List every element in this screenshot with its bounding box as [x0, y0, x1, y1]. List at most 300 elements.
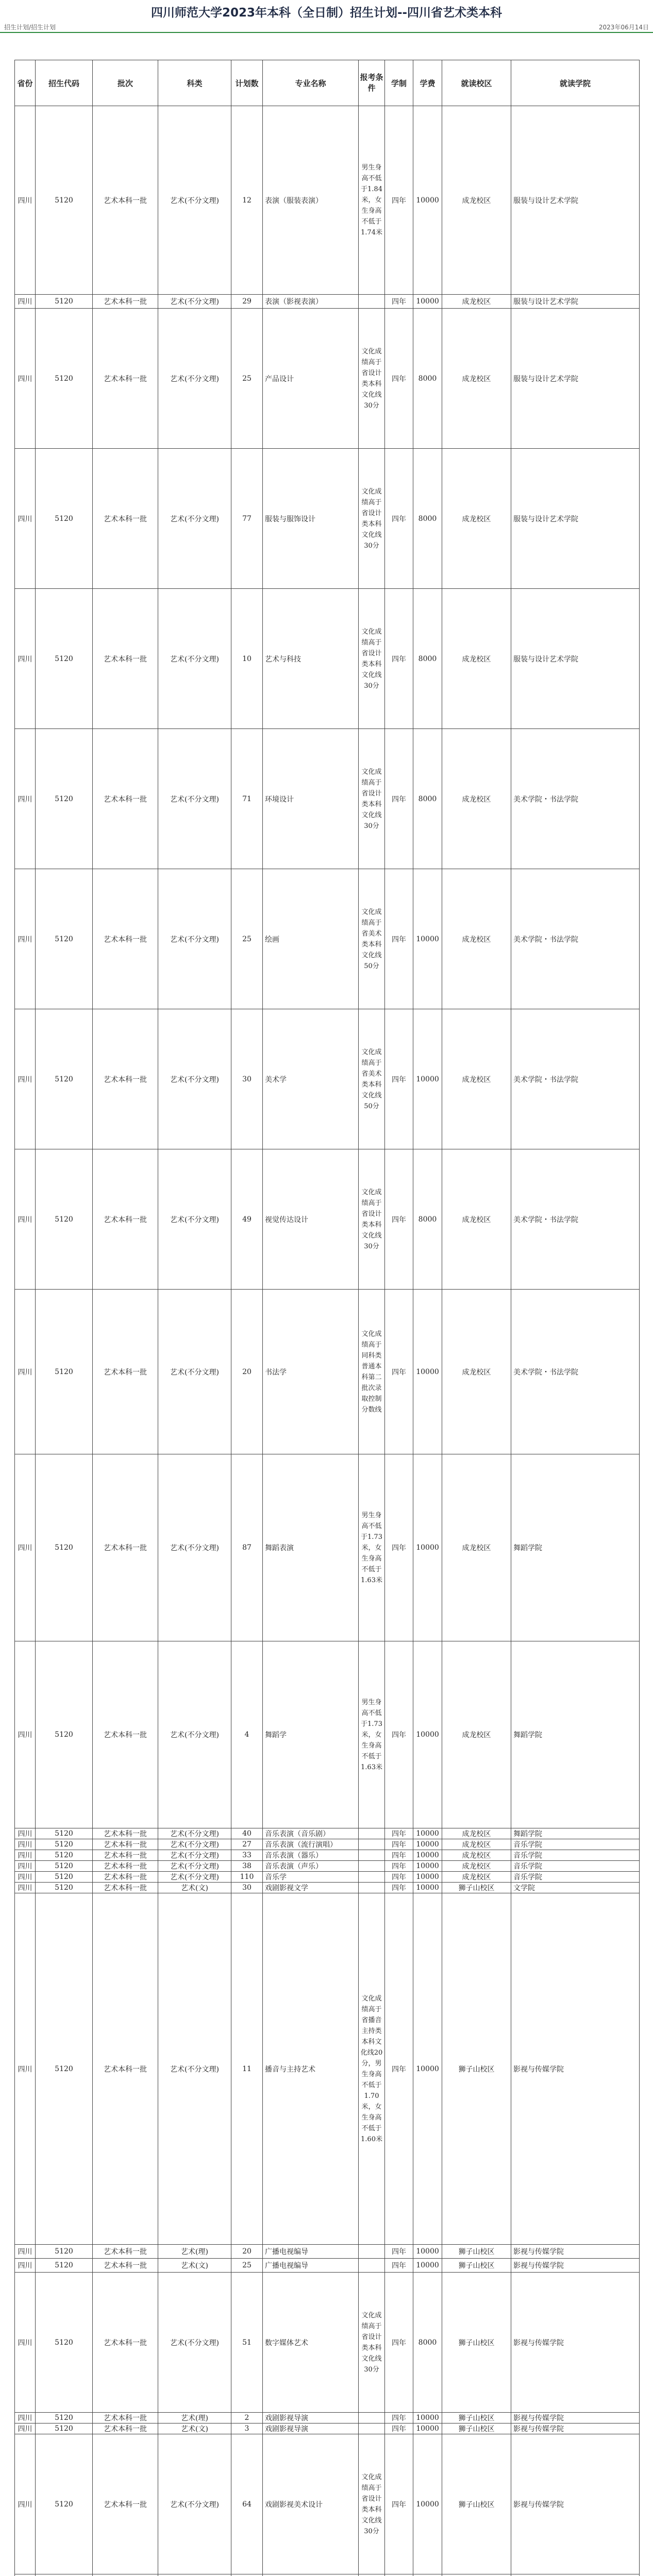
header-province: 省份 [15, 60, 36, 106]
cell-batch: 艺术本科一批 [93, 2413, 158, 2424]
cell-years: 四年 [385, 2424, 413, 2434]
cell-batch: 艺术本科一批 [93, 1828, 158, 1839]
cell-major: 书法学 [263, 1290, 359, 1454]
cell-fee: 10000 [413, 1861, 442, 1872]
cell-college: 音乐学院 [511, 1861, 640, 1872]
cell-category: 艺术(不分文理) [158, 1872, 231, 1883]
cell-fee: 10000 [413, 2245, 442, 2259]
cell-category: 艺术(不分文理) [158, 1850, 231, 1861]
cell-batch: 艺术本科一批 [93, 1290, 158, 1454]
table-row [15, 2245, 640, 2259]
cell-fee: 8000 [413, 589, 442, 729]
cell-years: 四年 [385, 106, 413, 295]
cell-province: 四川 [15, 589, 36, 729]
cell-years: 四年 [385, 589, 413, 729]
cell-requirement: 文化成绩高于省美术类本科文化线50分 [359, 869, 385, 1009]
cell-campus: 成龙校区 [442, 1861, 511, 1872]
cell-campus: 成龙校区 [442, 589, 511, 729]
cell-years: 四年 [385, 1641, 413, 1828]
cell-campus: 成龙校区 [442, 869, 511, 1009]
cell-fee: 8000 [413, 2273, 442, 2413]
cell-count: 20 [231, 2245, 263, 2259]
cell-count: 110 [231, 1872, 263, 1883]
cell-fee: 10000 [413, 869, 442, 1009]
cell-category: 艺术(不分文理) [158, 2434, 231, 2574]
cell-years [385, 2574, 413, 2576]
header-fee: 学费 [413, 60, 442, 106]
header-campus: 就读校区 [442, 60, 511, 106]
publish-date: 2023年06月14日 [598, 24, 649, 31]
cell-college: 影视与传媒学院 [511, 2413, 640, 2424]
cell-province: 四川 [15, 1009, 36, 1149]
table-row [15, 1861, 640, 1872]
cell-count: 11 [231, 1893, 263, 2245]
cell-count: 25 [231, 2259, 263, 2273]
table-row [15, 1850, 640, 1861]
cell-category: 艺术(理) [158, 2413, 231, 2424]
cell-count: 38 [231, 1861, 263, 1872]
cell-province: 四川 [15, 1872, 36, 1883]
table-row [15, 869, 640, 1009]
cell-fee: 10000 [413, 1872, 442, 1883]
cell-college: 服装与设计艺术学院 [511, 106, 640, 295]
cell-count: 51 [231, 2273, 263, 2413]
header-major: 专业名称 [263, 60, 359, 106]
cell-years: 四年 [385, 2273, 413, 2413]
cell-years: 四年 [385, 449, 413, 589]
cell-major: 音乐表演（流行演唱） [263, 1839, 359, 1850]
table-row [15, 1828, 640, 1839]
cell-province: 四川 [15, 2413, 36, 2424]
cell-requirement: 文化成绩高于省设计类本科文化线30分 [359, 309, 385, 449]
cell-province: 四川 [15, 1839, 36, 1850]
cell-college: 舞蹈学院 [511, 1454, 640, 1641]
cell-campus: 狮子山校区 [442, 2245, 511, 2259]
cell-campus: 成龙校区 [442, 1872, 511, 1883]
cell-category: 艺术(不分文理) [158, 869, 231, 1009]
cell-years: 四年 [385, 1149, 413, 1290]
cell-fee: 10000 [413, 1009, 442, 1149]
cell-major: 戏剧影视美术设计 [263, 2434, 359, 2574]
cell-years: 四年 [385, 2245, 413, 2259]
cell-college: 服装与设计艺术学院 [511, 295, 640, 309]
cell-college: 服装与设计艺术学院 [511, 449, 640, 589]
cell-major: 广播电视编导 [263, 2245, 359, 2259]
cell-batch: 艺术本科一批 [93, 106, 158, 295]
cell-campus: 成龙校区 [442, 1839, 511, 1850]
table-row [15, 1893, 640, 2245]
table-row [15, 1149, 640, 1290]
cell-campus: 成龙校区 [442, 449, 511, 589]
cell-years: 四年 [385, 2259, 413, 2273]
cell-code: 5120 [36, 1641, 93, 1828]
cell-category: 艺术(文) [158, 2259, 231, 2273]
table-row [15, 2574, 640, 2576]
cell-count [231, 2574, 263, 2576]
cell-major: 音乐表演（声乐） [263, 1861, 359, 1872]
table-row [15, 309, 640, 449]
cell-category: 艺术(不分文理) [158, 1641, 231, 1828]
header-years: 学制 [385, 60, 413, 106]
cell-years: 四年 [385, 1872, 413, 1883]
table-row [15, 2259, 640, 2273]
cell-batch: 艺术本科一批 [93, 1893, 158, 2245]
cell-count: 25 [231, 309, 263, 449]
cell-category: 艺术(不分文理) [158, 1893, 231, 2245]
cell-fee: 10000 [413, 1850, 442, 1861]
cell-count: 4 [231, 1641, 263, 1828]
cell-province: 四川 [15, 2245, 36, 2259]
cell-campus: 成龙校区 [442, 295, 511, 309]
cell-requirement [359, 1839, 385, 1850]
cell-years: 四年 [385, 2434, 413, 2574]
cell-batch: 艺术本科一批 [93, 2259, 158, 2273]
cell-college: 音乐学院 [511, 1850, 640, 1861]
table-row [15, 1454, 640, 1641]
cell-years: 四年 [385, 1454, 413, 1641]
cell-province: 四川 [15, 1149, 36, 1290]
table-row [15, 2424, 640, 2434]
cell-campus: 狮子山校区 [442, 1883, 511, 1893]
cell-batch: 艺术本科一批 [93, 2434, 158, 2574]
cell-category: 艺术(文) [158, 2424, 231, 2434]
cell-major: 音乐学 [263, 1872, 359, 1883]
cell-requirement: 文化成绩高于省设计类本科文化线30分 [359, 2434, 385, 2574]
cell-years: 四年 [385, 309, 413, 449]
cell-years: 四年 [385, 1009, 413, 1149]
cell-major: 戏剧影视导演 [263, 2413, 359, 2424]
header-requirement: 报考条件 [359, 60, 385, 106]
cell-province: 四川 [15, 309, 36, 449]
cell-requirement [359, 2574, 385, 2576]
table-header-row [15, 60, 640, 106]
header-college: 就读学院 [511, 60, 640, 106]
cell-category: 艺术(不分文理) [158, 106, 231, 295]
cell-years: 四年 [385, 1290, 413, 1454]
cell-code: 5120 [36, 869, 93, 1009]
cell-category: 艺术(理) [158, 2245, 231, 2259]
cell-college: 服装与设计艺术学院 [511, 309, 640, 449]
cell-code: 5120 [36, 1893, 93, 2245]
table-row [15, 1883, 640, 1893]
cell-category: 艺术(不分文理) [158, 589, 231, 729]
cell-count: 49 [231, 1149, 263, 1290]
cell-college: 影视与传媒学院 [511, 2273, 640, 2413]
cell-batch [93, 2574, 158, 2576]
cell-requirement [359, 2245, 385, 2259]
cell-college: 舞蹈学院 [511, 1828, 640, 1839]
cell-category: 艺术(不分文理) [158, 2273, 231, 2413]
cell-province: 四川 [15, 1883, 36, 1893]
cell-province: 四川 [15, 1850, 36, 1861]
cell-college: 影视与传媒学院 [511, 2434, 640, 2574]
table-row [15, 1641, 640, 1828]
cell-college: 美术学院・书法学院 [511, 1290, 640, 1454]
cell-count: 12 [231, 106, 263, 295]
cell-batch: 艺术本科一批 [93, 1149, 158, 1290]
cell-campus: 狮子山校区 [442, 2273, 511, 2413]
cell-campus: 成龙校区 [442, 1828, 511, 1839]
cell-code: 5120 [36, 1828, 93, 1839]
cell-requirement: 男生身高不低于1.73米，女生身高不低于1.63米 [359, 1454, 385, 1641]
table-row [15, 2273, 640, 2413]
cell-province: 四川 [15, 106, 36, 295]
cell-requirement [359, 1861, 385, 1872]
cell-college: 影视与传媒学院 [511, 2259, 640, 2273]
cell-code: 5120 [36, 1290, 93, 1454]
cell-major: 表演（影视表演） [263, 295, 359, 309]
cell-count: 2 [231, 2413, 263, 2424]
cell-major: 视觉传达设计 [263, 1149, 359, 1290]
cell-college: 音乐学院 [511, 1839, 640, 1850]
cell-code: 5120 [36, 1883, 93, 1893]
cell-province: 四川 [15, 2424, 36, 2434]
cell-code: 5120 [36, 1839, 93, 1850]
cell-years: 四年 [385, 729, 413, 869]
cell-requirement [359, 1828, 385, 1839]
cell-category [158, 2574, 231, 2576]
cell-code: 5120 [36, 1850, 93, 1861]
cell-campus [442, 2574, 511, 2576]
cell-province: 四川 [15, 1454, 36, 1641]
cell-category: 艺术(不分文理) [158, 1149, 231, 1290]
cell-count: 30 [231, 1883, 263, 1893]
cell-batch: 艺术本科一批 [93, 1454, 158, 1641]
cell-college: 音乐学院 [511, 1872, 640, 1883]
cell-category: 艺术(不分文理) [158, 1839, 231, 1850]
cell-fee: 10000 [413, 2434, 442, 2574]
cell-major: 数字媒体艺术 [263, 2273, 359, 2413]
cell-code: 5120 [36, 2424, 93, 2434]
cell-batch: 艺术本科一批 [93, 589, 158, 729]
cell-major: 环境设计 [263, 729, 359, 869]
cell-category: 艺术(不分文理) [158, 729, 231, 869]
cell-campus: 成龙校区 [442, 1009, 511, 1149]
cell-province: 四川 [15, 2434, 36, 2574]
table-row [15, 1290, 640, 1454]
cell-requirement [359, 2259, 385, 2273]
cell-years: 四年 [385, 1861, 413, 1872]
cell-code: 5120 [36, 2273, 93, 2413]
cell-years: 四年 [385, 1828, 413, 1839]
cell-count: 29 [231, 295, 263, 309]
cell-code: 5120 [36, 1009, 93, 1149]
cell-batch: 艺术本科一批 [93, 1872, 158, 1883]
cell-college: 文学院 [511, 1883, 640, 1893]
cell-major: 音乐表演（器乐） [263, 1850, 359, 1861]
cell-province: 四川 [15, 1290, 36, 1454]
cell-college: 美术学院・书法学院 [511, 1009, 640, 1149]
cell-major: 戏剧影视文学 [263, 1883, 359, 1893]
cell-college: 美术学院・书法学院 [511, 1149, 640, 1290]
cell-major: 广播电视编导 [263, 2259, 359, 2273]
cell-category: 艺术(不分文理) [158, 1009, 231, 1149]
cell-batch: 艺术本科一批 [93, 449, 158, 589]
cell-years: 四年 [385, 2413, 413, 2424]
cell-count: 40 [231, 1828, 263, 1839]
cell-college [511, 2574, 640, 2576]
cell-fee: 10000 [413, 1454, 442, 1641]
cell-province: 四川 [15, 2273, 36, 2413]
table-row [15, 295, 640, 309]
cell-requirement: 文化成绩高于省播音主持类本科文化线20分，男生身高不低于1.70米，女生身高不低于1.60米 [359, 1893, 385, 2245]
cell-code: 5120 [36, 2434, 93, 2574]
cell-college: 舞蹈学院 [511, 1641, 640, 1828]
cell-major: 产品设计 [263, 309, 359, 449]
cell-fee: 10000 [413, 1828, 442, 1839]
cell-fee: 10000 [413, 2413, 442, 2424]
cell-category: 艺术(不分文理) [158, 1454, 231, 1641]
cell-years: 四年 [385, 1883, 413, 1893]
cell-campus: 狮子山校区 [442, 2424, 511, 2434]
cell-campus: 成龙校区 [442, 1149, 511, 1290]
cell-count: 64 [231, 2434, 263, 2574]
cell-major: 绘画 [263, 869, 359, 1009]
cell-years: 四年 [385, 1850, 413, 1861]
cell-requirement [359, 1850, 385, 1861]
cell-category: 艺术(不分文理) [158, 1828, 231, 1839]
cell-code: 5120 [36, 1872, 93, 1883]
cell-batch: 艺术本科一批 [93, 1641, 158, 1828]
cell-requirement [359, 1872, 385, 1883]
cell-count: 71 [231, 729, 263, 869]
cell-college: 服装与设计艺术学院 [511, 589, 640, 729]
table-row [15, 589, 640, 729]
cell-college: 美术学院・书法学院 [511, 869, 640, 1009]
cell-major: 播音与主持艺术 [263, 1893, 359, 2245]
cell-code: 5120 [36, 309, 93, 449]
cell-batch: 艺术本科一批 [93, 2424, 158, 2434]
cell-requirement: 文化成绩高于省设计类本科文化线30分 [359, 449, 385, 589]
cell-batch: 艺术本科一批 [93, 869, 158, 1009]
cell-code: 5120 [36, 2259, 93, 2273]
cell-category: 艺术(文) [158, 1883, 231, 1893]
cell-campus: 成龙校区 [442, 309, 511, 449]
cell-fee: 10000 [413, 106, 442, 295]
table-row [15, 449, 640, 589]
cell-requirement: 男生身高不低于1.73米，女生身高不低于1.63米 [359, 1641, 385, 1828]
cell-fee: 8000 [413, 729, 442, 869]
table-row [15, 2434, 640, 2574]
cell-campus: 成龙校区 [442, 106, 511, 295]
cell-batch: 艺术本科一批 [93, 2273, 158, 2413]
cell-campus: 成龙校区 [442, 1641, 511, 1828]
cell-major: 戏剧影视导演 [263, 2424, 359, 2434]
cell-college: 影视与传媒学院 [511, 2424, 640, 2434]
cell-college: 影视与传媒学院 [511, 2245, 640, 2259]
cell-batch: 艺术本科一批 [93, 1850, 158, 1861]
cell-campus: 成龙校区 [442, 1850, 511, 1861]
cell-major: 艺术与科技 [263, 589, 359, 729]
cell-fee: 10000 [413, 1883, 442, 1893]
cell-college: 影视与传媒学院 [511, 1893, 640, 2245]
cell-batch: 艺术本科一批 [93, 2245, 158, 2259]
cell-code: 5120 [36, 2413, 93, 2424]
cell-fee: 8000 [413, 1149, 442, 1290]
cell-years: 四年 [385, 295, 413, 309]
cell-count: 30 [231, 1009, 263, 1149]
cell-campus: 狮子山校区 [442, 2413, 511, 2424]
cell-requirement [359, 2413, 385, 2424]
cell-category: 艺术(不分文理) [158, 449, 231, 589]
cell-category: 艺术(不分文理) [158, 295, 231, 309]
cell-fee: 10000 [413, 295, 442, 309]
cell-count: 27 [231, 1839, 263, 1850]
cell-count: 33 [231, 1850, 263, 1861]
cell-code: 5120 [36, 1454, 93, 1641]
cell-major: 美术学 [263, 1009, 359, 1149]
cell-category: 艺术(不分文理) [158, 1290, 231, 1454]
cell-province: 四川 [15, 1861, 36, 1872]
cell-count: 77 [231, 449, 263, 589]
cell-province: 四川 [15, 295, 36, 309]
cell-code: 5120 [36, 729, 93, 869]
cell-major: 舞蹈学 [263, 1641, 359, 1828]
cell-count: 87 [231, 1454, 263, 1641]
cell-major [263, 2574, 359, 2576]
cell-code [36, 2574, 93, 2576]
cell-college: 美术学院・书法学院 [511, 729, 640, 869]
cell-province [15, 2574, 36, 2576]
cell-fee: 10000 [413, 1839, 442, 1850]
cell-code: 5120 [36, 1861, 93, 1872]
cell-requirement: 文化成绩高于省设计类本科文化线30分 [359, 2273, 385, 2413]
header-count: 计划数 [231, 60, 263, 106]
cell-years: 四年 [385, 1839, 413, 1850]
cell-category: 艺术(不分文理) [158, 1861, 231, 1872]
cell-campus: 成龙校区 [442, 1290, 511, 1454]
cell-province: 四川 [15, 1893, 36, 2245]
cell-campus: 狮子山校区 [442, 1893, 511, 2245]
cell-requirement: 文化成绩高于省设计类本科文化线30分 [359, 729, 385, 869]
header-divider [0, 32, 653, 33]
cell-count: 3 [231, 2424, 263, 2434]
cell-requirement: 文化成绩高于省美术类本科文化线50分 [359, 1009, 385, 1149]
cell-years: 四年 [385, 869, 413, 1009]
table-body [15, 60, 640, 2576]
cell-batch: 艺术本科一批 [93, 309, 158, 449]
cell-fee: 10000 [413, 1641, 442, 1828]
cell-fee: 8000 [413, 449, 442, 589]
cell-batch: 艺术本科一批 [93, 295, 158, 309]
cell-major: 音乐表演（音乐剧） [263, 1828, 359, 1839]
cell-campus: 狮子山校区 [442, 2259, 511, 2273]
header-category: 科类 [158, 60, 231, 106]
header-code: 招生代码 [36, 60, 93, 106]
cell-fee: 8000 [413, 309, 442, 449]
cell-province: 四川 [15, 2259, 36, 2273]
cell-major: 舞蹈表演 [263, 1454, 359, 1641]
enrollment-plan-table [14, 60, 640, 2576]
cell-campus: 成龙校区 [442, 729, 511, 869]
table-row [15, 2413, 640, 2424]
cell-major: 服装与服饰设计 [263, 449, 359, 589]
cell-major: 表演（服装表演） [263, 106, 359, 295]
cell-code: 5120 [36, 2245, 93, 2259]
cell-batch: 艺术本科一批 [93, 1009, 158, 1149]
cell-fee: 10000 [413, 1893, 442, 2245]
cell-requirement: 文化成绩高于省设计类本科文化线30分 [359, 1149, 385, 1290]
cell-batch: 艺术本科一批 [93, 729, 158, 869]
cell-province: 四川 [15, 869, 36, 1009]
cell-province: 四川 [15, 1641, 36, 1828]
breadcrumb[interactable]: 招生计划/招生计划 [4, 24, 56, 31]
cell-province: 四川 [15, 1828, 36, 1839]
cell-code: 5120 [36, 1149, 93, 1290]
cell-years: 四年 [385, 1893, 413, 2245]
cell-batch: 艺术本科一批 [93, 1883, 158, 1893]
header-batch: 批次 [93, 60, 158, 106]
